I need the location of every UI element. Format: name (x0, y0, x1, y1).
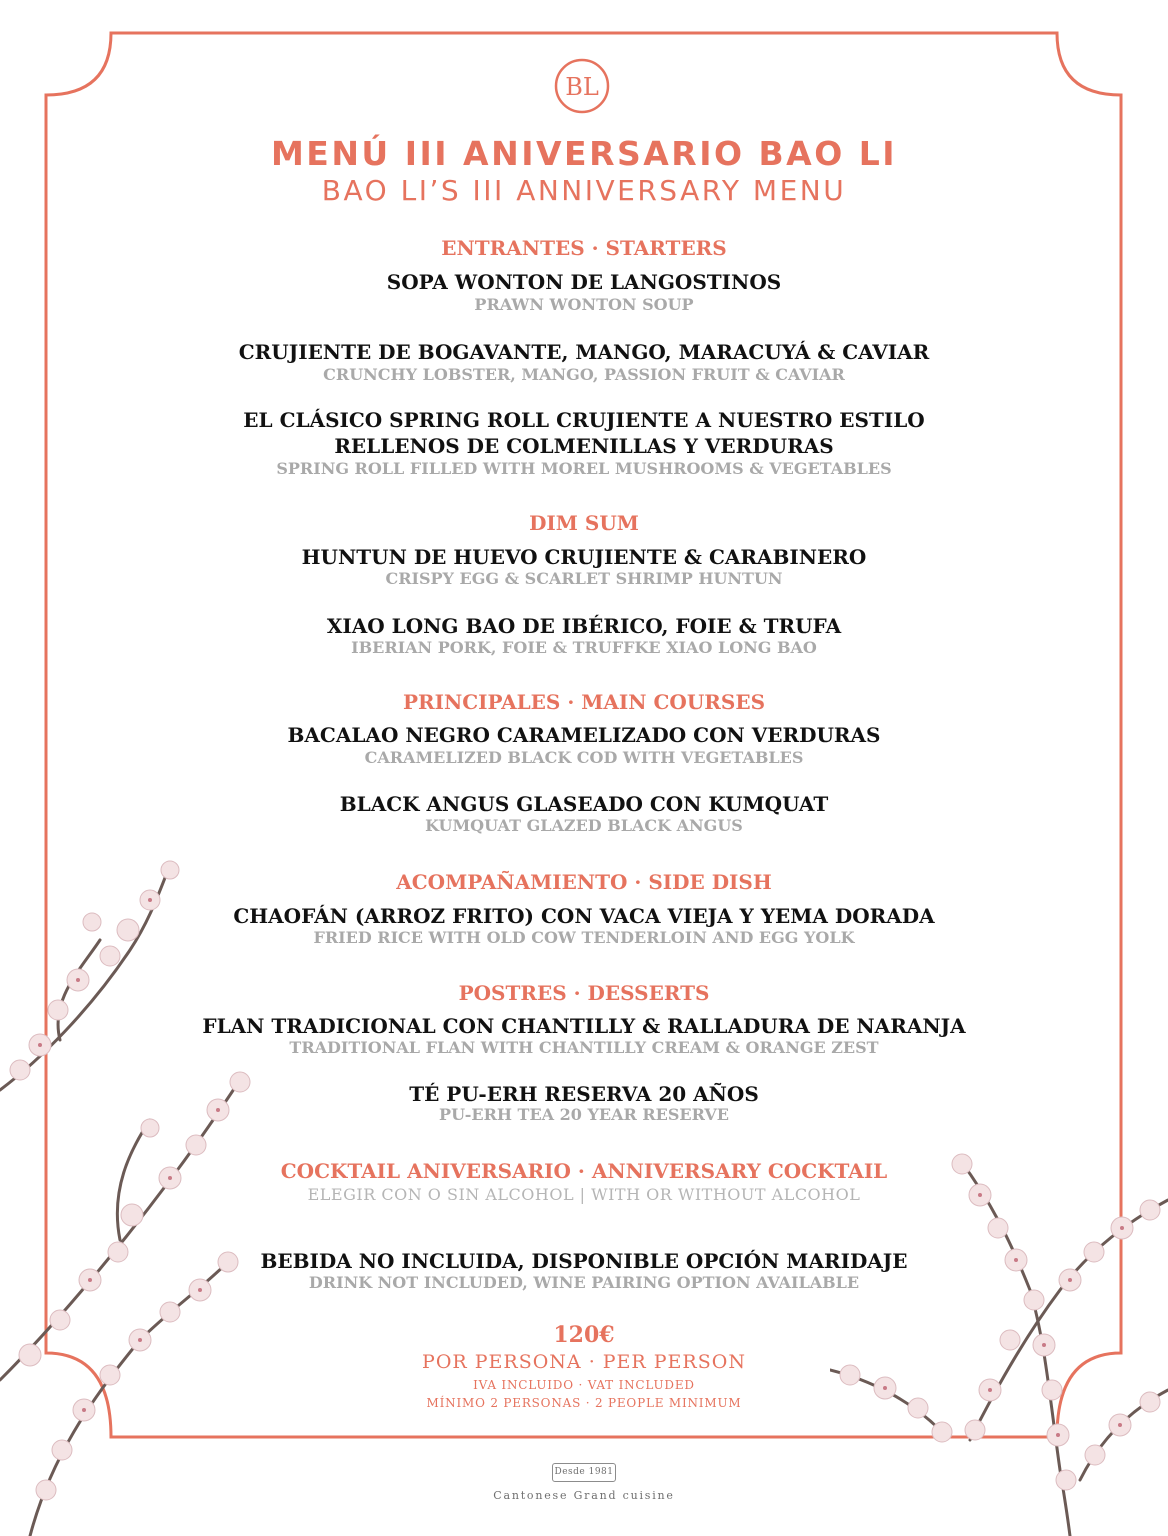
dish-translation: CRUNCHY LOBSTER, MANGO, PASSION FRUIT & CAVIAR (323, 365, 845, 384)
dish-name: HUNTUN DE HUEVO CRUJIENTE & CARABINERO (301, 545, 867, 569)
dish-name: EL CLÁSICO SPRING ROLL CRUJIENTE A NUESTRO ESTILO (243, 408, 925, 432)
vat-note: IVA INCLUIDO · VAT INCLUDED (473, 1378, 695, 1392)
since-badge: Desde 1981 (552, 1463, 616, 1482)
dish-translation: PU-ERH TEA 20 YEAR RESERVE (439, 1105, 729, 1124)
brand-tagline: Cantonese Grand cuisine (493, 1489, 675, 1502)
dish-translation: KUMQUAT GLAZED BLACK ANGUS (425, 816, 743, 835)
cocktail-note: ELEGIR CON O SIN ALCOHOL | WITH OR WITHOUT ALCOHOL (307, 1185, 861, 1204)
page-subtitle: BAO LI’S III ANNIVERSARY MENU (321, 174, 847, 207)
price-per-person: POR PERSONA · PER PERSON (422, 1351, 746, 1373)
section-heading-dimsum: DIM SUM (529, 511, 639, 535)
dish-name-line2: RELLENOS DE COLMENILLAS Y VERDURAS (334, 434, 834, 458)
dish-name: BACALAO NEGRO CARAMELIZADO CON VERDURAS (287, 723, 881, 747)
menu-price: 120€ (553, 1322, 615, 1348)
dish-name: TÉ PU-ERH RESERVA 20 AÑOS (409, 1082, 759, 1106)
dish-name: CRUJIENTE DE BOGAVANTE, MANGO, MARACUYÁ & CAVIAR (238, 340, 930, 364)
bao-li-logo-icon (554, 58, 610, 114)
drinks-notice-translation: DRINK NOT INCLUDED, WINE PAIRING OPTION AVAILABLE (308, 1273, 860, 1292)
dish-name: BLACK ANGUS GLASEADO CON KUMQUAT (339, 792, 829, 816)
dish-translation: SPRING ROLL FILLED WITH MOREL MUSHROOMS & VEGETABLES (276, 459, 892, 478)
drinks-notice: BEBIDA NO INCLUIDA, DISPONIBLE OPCIÓN MARIDAJE (260, 1249, 908, 1273)
section-heading-starters: ENTRANTES · STARTERS (441, 236, 727, 260)
dish-translation: PRAWN WONTON SOUP (474, 295, 694, 314)
dish-name: CHAOFÁN (ARROZ FRITO) CON VACA VIEJA Y YEMA DORADA (233, 904, 935, 928)
section-heading-mains: PRINCIPALES · MAIN COURSES (402, 690, 766, 714)
dish-translation: TRADITIONAL FLAN WITH CHANTILLY CREAM & ORANGE ZEST (289, 1038, 879, 1057)
logo-monogram: BL (565, 73, 599, 101)
section-heading-cocktail: COCKTAIL ANIVERSARIO · ANNIVERSARY COCKTAIL (280, 1159, 888, 1183)
dish-translation: CARAMELIZED BLACK COD WITH VEGETABLES (364, 748, 804, 767)
page-title: MENÚ III ANIVERSARIO BAO LI (270, 134, 898, 173)
minimum-note: MÍNIMO 2 PERSONAS · 2 PEOPLE MINIMUM (426, 1396, 742, 1410)
dish-name: FLAN TRADICIONAL CON CHANTILLY & RALLADURA DE NARANJA (202, 1014, 966, 1038)
dish-name: XIAO LONG BAO DE IBÉRICO, FOIE & TRUFA (326, 614, 842, 638)
section-heading-side: ACOMPAÑAMIENTO · SIDE DISH (396, 870, 772, 894)
section-heading-desserts: POSTRES · DESSERTS (458, 981, 710, 1005)
dish-name: SOPA WONTON DE LANGOSTINOS (386, 270, 782, 294)
dish-translation: IBERIAN PORK, FOIE & TRUFFKE XIAO LONG BAO (351, 638, 817, 657)
dish-translation: FRIED RICE WITH OLD COW TENDERLOIN AND EGG YOLK (313, 928, 855, 947)
dish-translation: CRISPY EGG & SCARLET SHRIMP HUNTUN (385, 569, 783, 588)
